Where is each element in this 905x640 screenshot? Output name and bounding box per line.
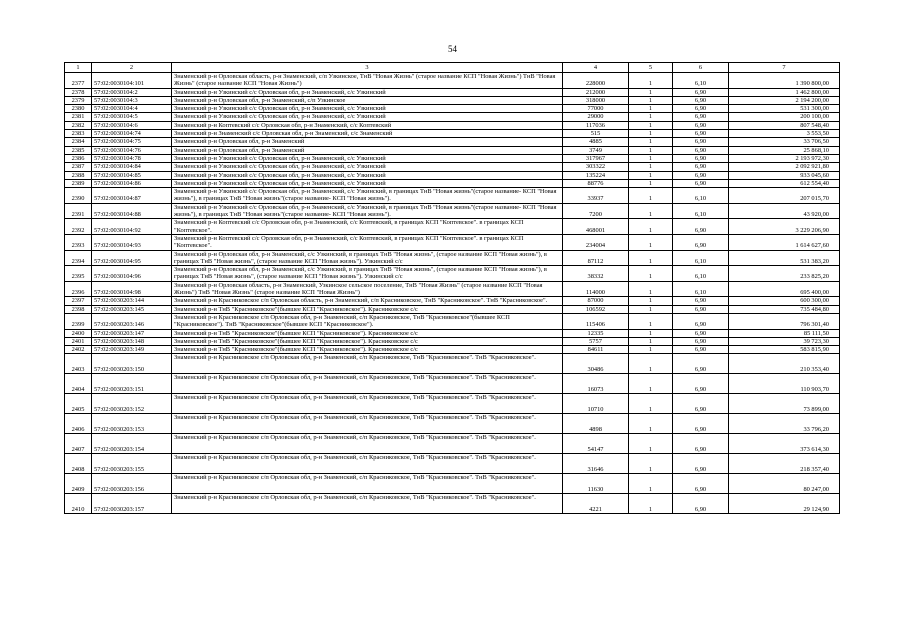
price-cell: 6,90 [673,154,729,162]
area-cell: 10710 [563,394,629,414]
row-number-cell: 2392 [65,219,92,235]
location-cell: Знаменский р-н Знаменский с/с Орловская обл, р-н Знаменский, с/с Знаменский [172,130,563,138]
quantity-cell: 1 [629,171,673,179]
area-cell: 318000 [563,96,629,104]
price-cell: 6,90 [673,394,729,414]
location-cell: Знаменский р-н Красниковское с/п Орловская обл, р-н Знаменский, с/п Красниковское, ТнВ "Красниковское". ТнВ "Красниковское". [172,354,563,374]
location-cell: Знаменский р-н Красниковское с/п Орловская обл, р-н Знаменский, с/п Красниковское, ТнВ "Красниковское". ТнВ "Красниковское". [172,494,563,514]
table-row [65,434,840,454]
table-body [65,73,840,514]
cadastral-number-cell: 57:02:0030104:75 [92,138,172,146]
quantity-cell: 1 [629,105,673,113]
row-number-cell: 2402 [65,346,92,354]
value-cell: 80 247,00 [729,474,840,494]
table-row [65,88,840,96]
price-cell: 6,90 [673,337,729,345]
table-row [65,179,840,187]
value-cell: 1 614 627,60 [729,234,840,250]
value-cell: 1 462 800,00 [729,88,840,96]
value-cell: 612 554,40 [729,179,840,187]
location-cell: Знаменский р-н Орловская область, р-н Знаменский, с/п Узкинское, ТнВ "Новая Жизнь" (старое название КСП "Новая Жизнь") ТнВ "Новая Жизнь" (старое название КСП "Новая Жизнь") [172,73,563,89]
value-cell: 807 548,40 [729,121,840,129]
row-number-cell: 2406 [65,414,92,434]
value-cell: 1 390 800,00 [729,73,840,89]
cadastral-number-cell: 57:02:0030203:149 [92,346,172,354]
cadastral-number-cell: 57:02:0030104:95 [92,250,172,266]
area-cell: 303322 [563,163,629,171]
area-cell: 12335 [563,329,629,337]
row-number-cell: 2378 [65,88,92,96]
cadastral-number-cell: 57:02:0030104:87 [92,188,172,204]
cadastral-number-cell: 57:02:0030104:85 [92,171,172,179]
table-row [65,474,840,494]
value-cell: 110 903,70 [729,374,840,394]
area-cell: 4885 [563,138,629,146]
table-row [65,329,840,337]
value-cell: 73 899,00 [729,394,840,414]
cadastral-number-cell: 57:02:0030203:154 [92,434,172,454]
table-row [65,374,840,394]
area-cell: 106592 [563,305,629,313]
quantity-cell: 1 [629,250,673,266]
quantity-cell: 1 [629,203,673,219]
quantity-cell: 1 [629,434,673,454]
row-number-cell: 2377 [65,73,92,89]
land-plots-table [64,62,840,514]
table-row [65,171,840,179]
cadastral-number-cell: 57:02:0030104:86 [92,179,172,187]
cadastral-number-cell: 57:02:0030104:76 [92,146,172,154]
location-cell: Знаменский р-н ТнВ "Красниковское"(бывшее КСП "Красниковское"). Красниковское с/с [172,346,563,354]
price-cell: 6,10 [673,250,729,266]
quantity-cell: 1 [629,130,673,138]
value-cell: 85 111,50 [729,329,840,337]
cadastral-number-cell: 57:02:0030203:155 [92,454,172,474]
table-row [65,188,840,204]
row-number-cell: 2400 [65,329,92,337]
price-cell: 6,90 [673,163,729,171]
area-cell: 4898 [563,414,629,434]
cadastral-number-cell: 57:02:0030104:84 [92,163,172,171]
quantity-cell: 1 [629,154,673,162]
area-cell: 33937 [563,188,629,204]
quantity-cell: 1 [629,394,673,414]
area-cell: 228000 [563,73,629,89]
table-row [65,130,840,138]
value-cell: 3 229 206,90 [729,219,840,235]
quantity-cell: 1 [629,474,673,494]
quantity-cell: 1 [629,354,673,374]
area-cell: 115406 [563,313,629,329]
quantity-cell: 1 [629,138,673,146]
row-number-cell: 2389 [65,179,92,187]
row-number-cell: 2395 [65,266,92,282]
location-cell: Знаменский р-н Красниковское с/п Орловская обл, р-н Знаменский, с/п Красниковское, ТнВ "Красниковское". ТнВ "Красниковское". [172,374,563,394]
row-number-cell: 2397 [65,297,92,305]
area-cell: 114000 [563,281,629,297]
area-cell: 468001 [563,219,629,235]
cadastral-number-cell: 57:02:0030104:2 [92,88,172,96]
location-cell: Знаменский р-н Орловская область, р-н Знаменский, Узкинское сельское поселение, ТнВ "Новая Жизнь" (старое название КСП "Новая Жизнь") ТнВ "Новая Жизнь" (старое название КСП "Новая Жизнь") [172,281,563,297]
value-cell: 2 092 921,80 [729,163,840,171]
price-cell: 6,10 [673,281,729,297]
row-number-cell: 2390 [65,188,92,204]
location-cell: Знаменский р-н Коптевский с/с Орловская обл, р-н Знаменский, с/с Коптевский [172,121,563,129]
cadastral-number-cell: 57:02:0030104:88 [92,203,172,219]
cadastral-number-cell: 57:02:0030203:145 [92,305,172,313]
area-cell: 212000 [563,88,629,96]
price-cell: 6,10 [673,73,729,89]
cadastral-number-cell: 57:02:0030203:157 [92,494,172,514]
cadastral-number-cell: 57:02:0030203:144 [92,297,172,305]
table-row [65,250,840,266]
area-cell: 16073 [563,374,629,394]
quantity-cell: 1 [629,329,673,337]
area-cell: 5757 [563,337,629,345]
table-row [65,354,840,374]
quantity-cell: 1 [629,281,673,297]
value-cell: 29 124,90 [729,494,840,514]
table-row [65,346,840,354]
quantity-cell: 1 [629,121,673,129]
area-cell: 31646 [563,454,629,474]
quantity-cell: 1 [629,219,673,235]
row-number-cell: 2386 [65,154,92,162]
row-number-cell: 2407 [65,434,92,454]
price-cell: 6,90 [673,454,729,474]
price-cell: 6,90 [673,305,729,313]
table-row [65,219,840,235]
row-number-cell: 2401 [65,337,92,345]
page-number: 54 [448,44,457,54]
row-number-cell: 2398 [65,305,92,313]
column-header: 2 [92,63,172,73]
area-cell: 30486 [563,354,629,374]
table-row [65,494,840,514]
quantity-cell: 1 [629,313,673,329]
location-cell: Знаменский р-н Орловская обл, р-н Знаменский, с/п Узкинское [172,96,563,104]
row-number-cell: 2396 [65,281,92,297]
column-header: 3 [172,63,563,73]
price-cell: 6,90 [673,113,729,121]
price-cell: 6,90 [673,138,729,146]
row-number-cell: 2403 [65,354,92,374]
area-cell: 87000 [563,297,629,305]
area-cell: 84611 [563,346,629,354]
location-cell: Знаменский р-н Красниковское с/п Орловская обл, р-н Знаменский, с/п Красниковское, ТнВ "Красниковское". ТнВ "Красниковское". [172,474,563,494]
location-cell: Знаменский р-н Красниковское с/п Орловская область, р-н Знаменский, с/п Красниковское, ТнВ "Красниковское". ТнВ "Красниковское". [172,297,563,305]
row-number-cell: 2387 [65,163,92,171]
table-row [65,313,840,329]
price-cell: 6,90 [673,88,729,96]
quantity-cell: 1 [629,346,673,354]
value-cell: 25 868,10 [729,146,840,154]
area-cell: 11630 [563,474,629,494]
column-header: 5 [629,63,673,73]
price-cell: 6,90 [673,414,729,434]
cadastral-number-cell: 57:02:0030104:6 [92,121,172,129]
price-cell: 6,90 [673,434,729,454]
column-header: 7 [729,63,840,73]
price-cell: 6,10 [673,188,729,204]
location-cell: Знаменский р-н Узкинский с/с Орловская обл, р-н Знаменский, с/с Узкинский, в границах ТнВ "Новая жизнь"(старое название- КСП "Новая жизнь"), в границах ТнВ "Новая жизнь"(старое название- КСП "Новая жизнь"). [172,203,563,219]
location-cell: Знаменский р-н Красниковское с/п Орловская обл, р-н Знаменский, с/п Красниковское, ТнВ "Красниковское". ТнВ "Красниковское". [172,434,563,454]
row-number-cell: 2404 [65,374,92,394]
cadastral-number-cell: 57:02:0030203:147 [92,329,172,337]
table-row [65,234,840,250]
table-row [65,203,840,219]
row-number-cell: 2409 [65,474,92,494]
value-cell: 210 353,40 [729,354,840,374]
cadastral-number-cell: 57:02:0030203:150 [92,354,172,374]
location-cell: Знаменский р-н Узкинский с/с Орловская обл, р-н Знаменский, с/с Узкинский [172,105,563,113]
value-cell: 735 484,80 [729,305,840,313]
location-cell: Знаменский р-н Красниковское с/п Орловская обл, р-н Знаменский, с/п Красниковское, ТнВ "Красниковское". ТнВ "Красниковское". [172,454,563,474]
location-cell: Знаменский р-н Узкинский с/с Орловская обл, р-н Знаменский, с/с Узкинский [172,154,563,162]
area-cell: 29000 [563,113,629,121]
price-cell: 6,90 [673,96,729,104]
cadastral-number-cell: 57:02:0030203:156 [92,474,172,494]
row-number-cell: 2380 [65,105,92,113]
value-cell: 695 400,00 [729,281,840,297]
location-cell: Знаменский р-н Узкинский с/с Орловская обл, р-н Знаменский, с/с Узкинский [172,179,563,187]
quantity-cell: 1 [629,73,673,89]
quantity-cell: 1 [629,179,673,187]
location-cell: Знаменский р-н Коптевский с/с Орловская обл, р-н Знаменский, с/с Коптевский, в границах КСП "Коптевское". в границах КСП "Коптевское". [172,219,563,235]
location-cell: Знаменский р-н Красниковское с/п Орловская обл, р-н Знаменский, с/п Красниковское, ТнВ "Красниковское". ТнВ "Красниковское". [172,394,563,414]
table-row [65,281,840,297]
value-cell: 796 301,40 [729,313,840,329]
table-row [65,154,840,162]
price-cell: 6,90 [673,130,729,138]
table-row [65,305,840,313]
location-cell: Знаменский р-н Узкинский с/с Орловская обл, р-н Знаменский, с/с Узкинский [172,88,563,96]
table-row [65,96,840,104]
value-cell: 207 015,70 [729,188,840,204]
area-cell: 117036 [563,121,629,129]
location-cell: Знаменский р-н Орловская обл, р-н Знаменский [172,146,563,154]
cadastral-number-cell: 57:02:0030104:3 [92,96,172,104]
column-header: 1 [65,63,92,73]
row-number-cell: 2399 [65,313,92,329]
row-number-cell: 2388 [65,171,92,179]
table-row [65,121,840,129]
cadastral-number-cell: 57:02:0030104:96 [92,266,172,282]
table-row [65,138,840,146]
area-cell: 317967 [563,154,629,162]
table-row [65,113,840,121]
cadastral-number-cell: 57:02:0030203:152 [92,394,172,414]
row-number-cell: 2391 [65,203,92,219]
value-cell: 33 796,20 [729,414,840,434]
location-cell: Знаменский р-н Узкинский с/с Орловская обл, р-н Знаменский, с/с Узкинский [172,171,563,179]
area-cell: 4221 [563,494,629,514]
table-row [65,163,840,171]
area-cell: 77000 [563,105,629,113]
price-cell: 6,90 [673,121,729,129]
quantity-cell: 1 [629,163,673,171]
row-number-cell: 2383 [65,130,92,138]
quantity-cell: 1 [629,266,673,282]
location-cell: Знаменский р-н Узкинский с/с Орловская обл, р-н Знаменский, с/с Узкинский, в границах ТнВ "Новая жизнь"(старое название- КСП "Новая жизнь"), в границах ТнВ "Новая жизнь"(старое название- КСП "Новая жизнь"). [172,188,563,204]
quantity-cell: 1 [629,188,673,204]
row-number-cell: 2385 [65,146,92,154]
cadastral-number-cell: 57:02:0030104:93 [92,234,172,250]
cadastral-number-cell: 57:02:0030203:148 [92,337,172,345]
quantity-cell: 1 [629,146,673,154]
area-cell: 135224 [563,171,629,179]
cadastral-number-cell: 57:02:0030104:5 [92,113,172,121]
location-cell: Знаменский р-н Красниковское с/п Орловская обл, р-н Знаменский, с/п Красниковское, ТнВ "Красниковское". ТнВ "Красниковское". [172,414,563,434]
value-cell: 33 706,50 [729,138,840,146]
value-cell: 43 920,00 [729,203,840,219]
cadastral-number-cell: 57:02:0030203:146 [92,313,172,329]
column-header: 6 [673,63,729,73]
location-cell: Знаменский р-н Коптевский с/с Орловская обл, р-н Знаменский, с/с Коптевский, в границах КСП "Коптевское". в границах КСП "Коптевское". [172,234,563,250]
cadastral-number-cell: 57:02:0030104:92 [92,219,172,235]
table-row [65,454,840,474]
location-cell: Знаменский р-н Узкинский с/с Орловская обл, р-н Знаменский, с/с Узкинский [172,113,563,121]
row-number-cell: 2405 [65,394,92,414]
location-cell: Знаменский р-н ТнВ "Красниковское"(бывшее КСП "Красниковское"). Красниковское с/с [172,305,563,313]
value-cell: 600 300,00 [729,297,840,305]
location-cell: Знаменский р-н Орловская обл, р-н Знаменский, с/с Узкинский, в границах ТнВ "Новая жизнь", (старое название КСП "Новая жизнь"), в границах ТнВ "Новая жизнь", (старое название КСП "Новая жизнь"). Узкинский с/с [172,250,563,266]
price-cell: 6,90 [673,105,729,113]
value-cell: 933 045,60 [729,171,840,179]
location-cell: Знаменский р-н ТнВ "Красниковское"(бывшее КСП "Красниковское"). Красниковское с/с [172,337,563,345]
cadastral-number-cell: 57:02:0030104:78 [92,154,172,162]
price-cell: 6,10 [673,203,729,219]
table-row [65,297,840,305]
quantity-cell: 1 [629,297,673,305]
price-cell: 6,90 [673,474,729,494]
area-cell: 234004 [563,234,629,250]
value-cell: 583 815,90 [729,346,840,354]
row-number-cell: 2379 [65,96,92,104]
value-cell: 2 193 972,30 [729,154,840,162]
area-cell: 515 [563,130,629,138]
value-cell: 200 100,00 [729,113,840,121]
row-number-cell: 2394 [65,250,92,266]
row-number-cell: 2408 [65,454,92,474]
table-row [65,105,840,113]
area-cell: 38332 [563,266,629,282]
table-row [65,73,840,89]
cadastral-number-cell: 57:02:0030104:101 [92,73,172,89]
price-cell: 6,90 [673,494,729,514]
quantity-cell: 1 [629,337,673,345]
quantity-cell: 1 [629,494,673,514]
value-cell: 531 300,00 [729,105,840,113]
value-cell: 373 614,30 [729,434,840,454]
area-cell: 3749 [563,146,629,154]
area-cell: 87112 [563,250,629,266]
value-cell: 3 553,50 [729,130,840,138]
value-cell: 218 357,40 [729,454,840,474]
price-cell: 6,90 [673,179,729,187]
quantity-cell: 1 [629,88,673,96]
value-cell: 531 383,20 [729,250,840,266]
quantity-cell: 1 [629,414,673,434]
price-cell: 6,10 [673,266,729,282]
location-cell: Знаменский р-н Узкинский с/с Орловская обл, р-н Знаменский, с/с Узкинский [172,163,563,171]
quantity-cell: 1 [629,234,673,250]
location-cell: Знаменский р-н Красниковское с/п Орловская обл, р-н Знаменский, с/п Красниковское, ТнВ "Красниковское"(бывшее КСП "Красниковское"). ТнВ "Красниковское"(бывшее КСП "Красниковское"). [172,313,563,329]
quantity-cell: 1 [629,305,673,313]
location-cell: Знаменский р-н Орловская обл, р-н Знаменский, с/с Узкинский, в границах ТнВ "Новая жизнь", (старое название КСП "Новая жизнь"), в границах ТнВ "Новая жизнь", (старое название КСП "Новая жизнь"). Узкинский с/с [172,266,563,282]
price-cell: 6,90 [673,329,729,337]
price-cell: 6,90 [673,313,729,329]
cadastral-number-cell: 57:02:0030104:98 [92,281,172,297]
cadastral-number-cell: 57:02:0030203:151 [92,374,172,394]
price-cell: 6,90 [673,346,729,354]
table-row [65,337,840,345]
row-number-cell: 2393 [65,234,92,250]
row-number-cell: 2382 [65,121,92,129]
location-cell: Знаменский р-н Орловская обл, р-н Знаменский [172,138,563,146]
area-cell: 54147 [563,434,629,454]
price-cell: 6,90 [673,234,729,250]
row-number-cell: 2381 [65,113,92,121]
value-cell: 2 194 200,00 [729,96,840,104]
quantity-cell: 1 [629,454,673,474]
cadastral-number-cell: 57:02:0030104:74 [92,130,172,138]
price-cell: 6,90 [673,219,729,235]
row-number-cell: 2384 [65,138,92,146]
cadastral-number-cell: 57:02:0030104:4 [92,105,172,113]
table-row [65,414,840,434]
value-cell: 39 723,30 [729,337,840,345]
header-row [65,63,840,73]
area-cell: 7200 [563,203,629,219]
cadastral-number-cell: 57:02:0030203:153 [92,414,172,434]
price-cell: 6,90 [673,374,729,394]
row-number-cell: 2410 [65,494,92,514]
table-row [65,146,840,154]
column-header: 4 [563,63,629,73]
value-cell: 233 825,20 [729,266,840,282]
quantity-cell: 1 [629,374,673,394]
price-cell: 6,90 [673,297,729,305]
quantity-cell: 1 [629,96,673,104]
price-cell: 6,90 [673,146,729,154]
table-row [65,394,840,414]
table-row [65,266,840,282]
price-cell: 6,90 [673,354,729,374]
price-cell: 6,90 [673,171,729,179]
location-cell: Знаменский р-н ТнВ "Красниковское"(бывшее КСП "Красниковское"). Красниковское с/с [172,329,563,337]
quantity-cell: 1 [629,113,673,121]
area-cell: 88776 [563,179,629,187]
